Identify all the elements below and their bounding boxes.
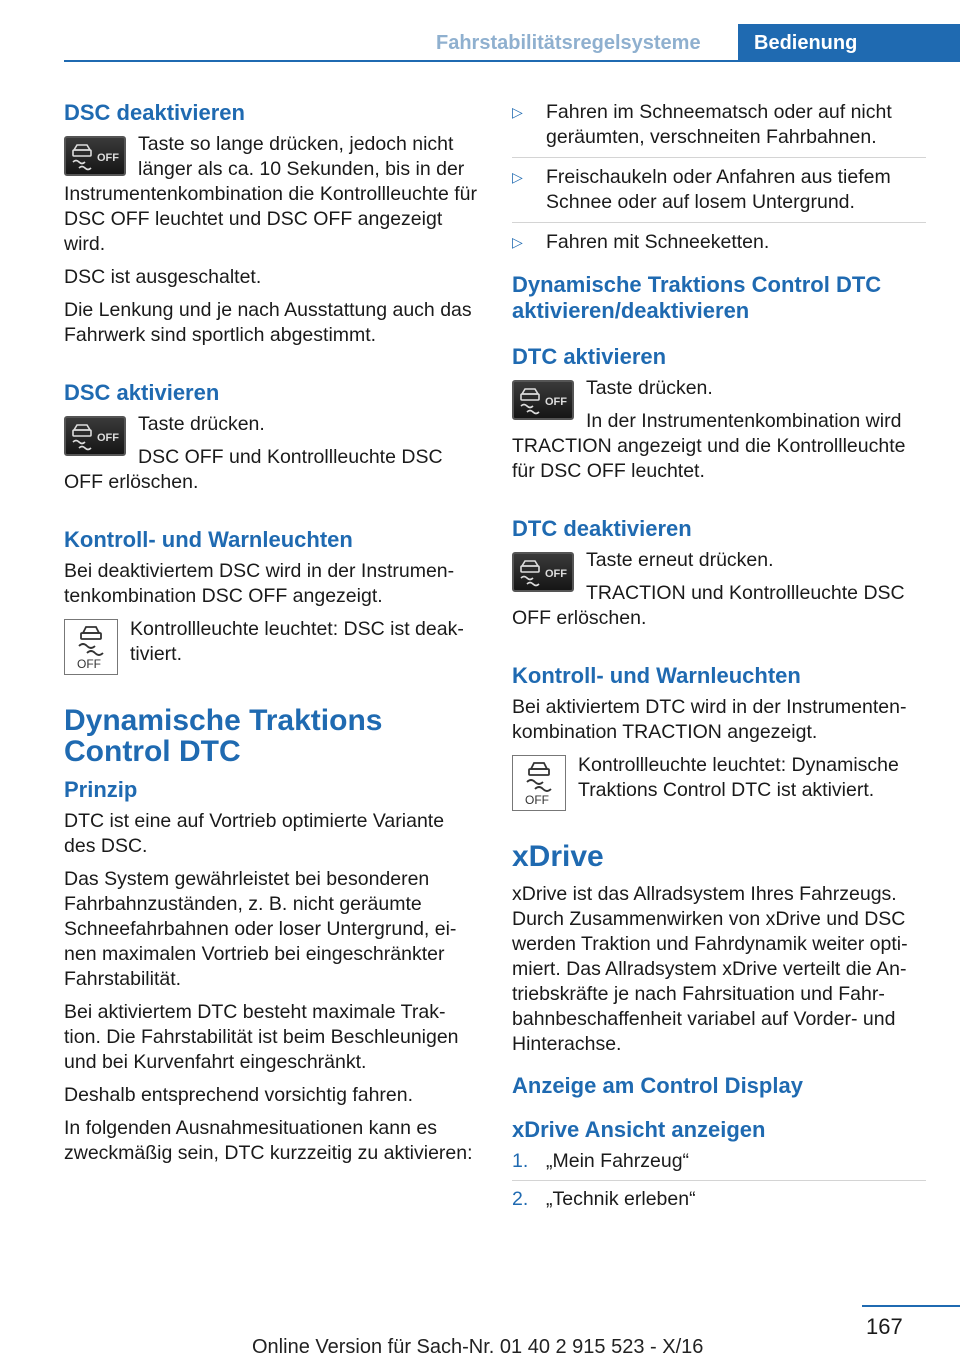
heading-control-display: Anzeige am Control Display [512,1073,803,1098]
triangle-bullet-icon: ▷ [512,169,523,185]
dtc-lamp-description: Kontrollleuchte leuchtet: Dynamische Traktions Control DTC ist aktiviert. [578,754,899,801]
running-header-tab: Bedienung [738,24,960,62]
heading-dsc-deactivate: DSC deaktivieren [64,100,245,125]
dsc-off-warning-lamp-icon [64,619,118,675]
svg-text:OFF: OFF [545,396,567,408]
heading-dtc-activate: DTC aktivieren [512,344,667,369]
heading-dtc-deactivate: DTC deaktivieren [512,516,692,541]
dtc-p4: Deshalb entsprechend vorsichtig fahren. [64,1084,414,1106]
dtc-deactivate-step: Taste erneut drücken. [586,549,774,571]
dtc-activate-step: Taste drücken. [586,377,713,399]
list-item: ▷ Fahren im Schneematsch oder auf nicht geräumten, verschneiten Fahrbahnen. [512,100,926,158]
dsc-off-button-icon [512,552,574,592]
page-number: 167 [866,1314,903,1339]
dsc-off-status: DSC ist ausgeschaltet. [64,266,262,288]
dsc-off-button-icon [64,416,126,456]
dtc-p2: Das System gewährleistet bei besonderen Fahrbahnzuständen, z. B. nicht geräumte Schneefahrbahnen oder loser Untergrund, ei-nen maximalen Vortrieb bei eingeschränkter Fahrstabilität. [64,868,457,990]
dtc-lamps-intro: Bei aktiviertem DTC wird in der Instrumenten-kombination TRACTION angezeigt. [512,696,907,743]
dsc-off-note: Die Lenkung und je nach Ausstattung auch das Fahrwerk sind sportlich abgestimmt. [64,299,472,346]
left-column [64,100,478,1174]
list-item: ▷ Fahren mit Schneeketten. [512,231,770,253]
heading-warning-lamps-dtc: Kontroll- und Warnleuchten [512,663,801,688]
dsc-off-button-icon [64,136,126,176]
triangle-bullet-icon: ▷ [512,234,523,250]
dtc-p1: DTC ist eine auf Vortrieb optimierte Variante des DSC. [64,810,445,857]
dtc-p5: In folgenden Ausnahmesituationen kann es zweckmäßig sein, DTC kurzzeitig zu aktivieren: [64,1117,473,1164]
heading-dtc: Dynamische Traktions Control DTC [64,704,383,768]
dtc-deactivate-result: TRACTION und Kontrollleuchte DSC OFF erlöschen. [512,582,905,629]
dsc-activate-step: Taste drücken. [138,413,265,435]
traction-warning-lamp-icon [512,755,566,811]
page-number-rule [862,1305,960,1307]
svg-text:OFF: OFF [77,657,101,671]
xdrive-steps [512,1149,926,1218]
svg-text:OFF: OFF [97,432,119,444]
dsc-off-button-icon [512,380,574,420]
dsc-deactivate-text: Taste so lange drücken, jedoch nicht länger als ca. 10 Sekunden, bis in der Instrumentenkombination die Kontrollleuchte für DSC OFF leuchtet und DSC OFF angezeigt wird. [64,133,477,255]
footer-version: Online Version für Sach-Nr. 01 40 2 915 523 - X/16 [252,1336,704,1358]
header-rule [64,60,738,62]
dtc-p3: Bei aktiviertem DTC besteht maximale Trak-tion. Die Fahrstabilität ist beim Beschleunigen und bei Kurvenfahrt eingeschränkt. [64,1001,459,1073]
list-item: 2. „Technik erleben“ [512,1188,696,1210]
dsc-activate-result: DSC OFF und Kontrollleuchte DSC OFF erlöschen. [64,446,443,493]
svg-text:OFF: OFF [525,793,549,807]
heading-xdrive: xDrive [512,840,604,873]
heading-principle: Prinzip [64,777,138,802]
dtc-activate-result: In der Instrumentenkombination wird TRACTION angezeigt und die Kontrollleuchte für DSC OFF leuchtet. [512,410,906,482]
svg-text:OFF: OFF [97,152,119,164]
list-item: ▷ Freischaukeln oder Anfahren aus tiefem Schnee oder auf losem Untergrund. [512,165,926,223]
lamps-intro: Bei deaktiviertem DSC wird in der Instrumen-tenkombination DSC OFF angezeigt. [64,560,455,607]
svg-text:OFF: OFF [545,568,567,580]
heading-warning-lamps: Kontroll- und Warnleuchten [64,527,353,552]
heading-xdrive-view: xDrive Ansicht anzeigen [512,1117,766,1142]
list-item: 1. „Mein Fahrzeug“ [512,1149,926,1181]
lamp-description: Kontrollleuchte leuchtet: DSC ist deak-tiviert. [130,618,464,665]
triangle-bullet-icon: ▷ [512,104,523,120]
xdrive-text: xDrive ist das Allradsystem Ihres Fahrzeugs. Durch Zusammenwirken von xDrive und DSC werden Traktion und Fahrdynamik weiter opti-miert. Das Allradsystem xDrive verteilt die An-triebskräfte je nach Fahrsituation und Fahr-bahnbeschaffenheit variabel auf Vorder- und Hinterachse. [512,883,908,1055]
right-column [512,100,926,1224]
heading-dtc-toggle: Dynamische Traktions Control DTC aktivieren/deaktivieren [512,272,882,323]
exception-list [512,100,926,262]
running-header-section: Fahrstabilitätsregelsysteme [436,32,701,54]
heading-dsc-activate: DSC aktivieren [64,380,220,405]
